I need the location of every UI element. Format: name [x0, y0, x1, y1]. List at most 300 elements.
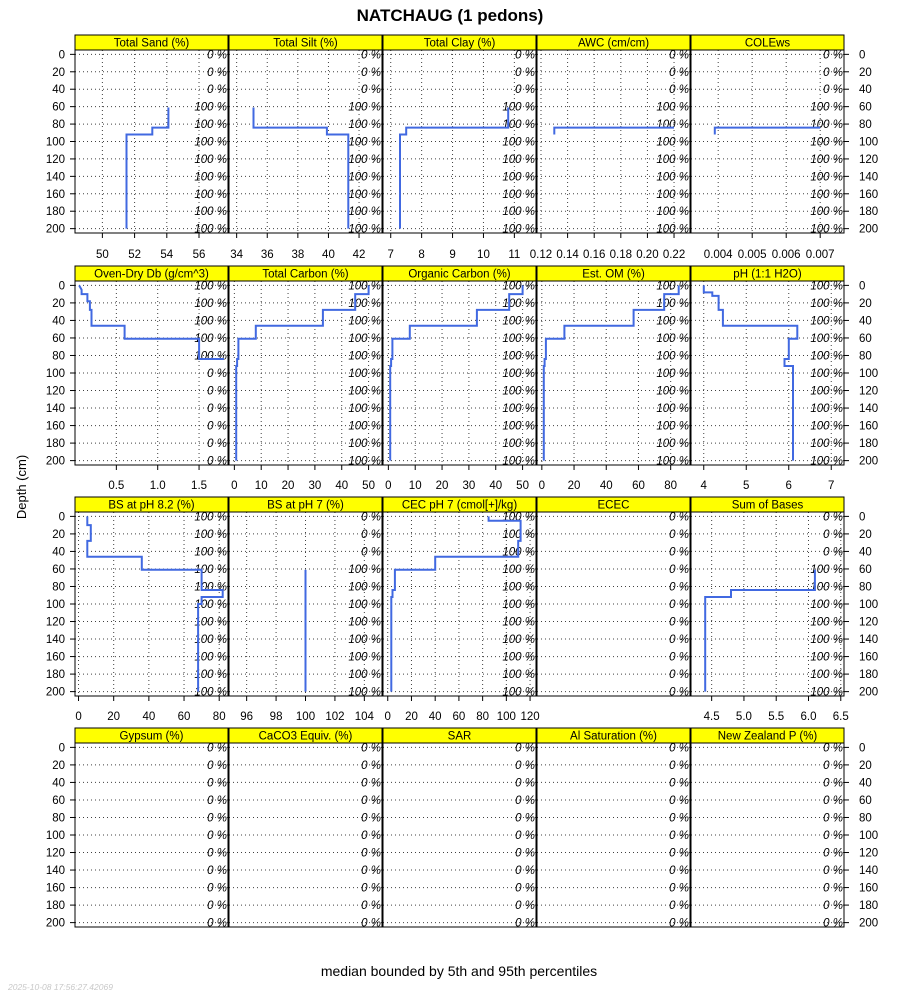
panel-5-pct-80: 100 % [810, 119, 843, 132]
panel-2-pct-160: 100 % [348, 188, 381, 201]
panel-18-pct-0: 0 % [515, 742, 535, 755]
ytick-left-60: 60 [52, 332, 65, 345]
panel-19-pct-20: 0 % [669, 759, 689, 772]
panel-10-xtick-3: 7 [828, 480, 835, 492]
panel-13-pct-180: 100 % [502, 669, 535, 682]
panel-14-pct-100: 0 % [669, 599, 689, 611]
panel-15-pct-140: 100 % [810, 634, 843, 647]
ytick-left-100: 100 [45, 830, 65, 842]
panel-12-xtick-0: 96 [240, 711, 254, 723]
panel-16-pct-120: 0 % [207, 847, 227, 860]
ytick-left-120: 120 [45, 385, 65, 398]
panel-16-pct-200: 0 % [207, 917, 227, 930]
ytick-right-0: 0 [859, 280, 866, 293]
panel-4-pct-20: 0 % [669, 66, 689, 79]
panel-2-xtick-2: 38 [291, 249, 305, 261]
panel-7-pct-160: 100 % [348, 420, 381, 433]
panel-16-pct-40: 0 % [207, 777, 227, 790]
panel-18-pct-120: 0 % [515, 847, 535, 860]
ytick-right-40: 40 [859, 84, 872, 97]
panel-1-pct-20: 0 % [207, 66, 227, 79]
panel-2-xtick-0: 34 [230, 249, 244, 261]
panel-13-xtick-3: 60 [452, 711, 466, 723]
ytick-right-20: 20 [859, 759, 872, 772]
panel-8-pct-0: 100 % [502, 280, 535, 293]
panel-5-xtick-1: 0.005 [737, 249, 767, 261]
ytick-left-60: 60 [52, 794, 65, 807]
panel-12-xtick-3: 102 [325, 711, 345, 723]
panel-15-xtick-1: 5.0 [735, 711, 752, 723]
panel-18-pct-40: 0 % [515, 777, 535, 790]
panel-13-pct-120: 100 % [502, 616, 535, 629]
panel-6-pct-160: 0 % [207, 420, 227, 433]
panel-11-pct-40: 100 % [194, 546, 227, 559]
panel-5 [691, 35, 878, 261]
panel-14 [537, 497, 690, 699]
panel-16-title: Gypsum (%) [119, 730, 184, 743]
panel-2-xtick-4: 42 [352, 249, 366, 261]
panel-11-xtick-3: 60 [177, 711, 191, 723]
panel-4-pct-80: 100 % [656, 119, 689, 132]
ytick-left-160: 160 [45, 420, 65, 433]
ytick-left-60: 60 [52, 563, 65, 576]
panel-6-pct-0: 100 % [194, 280, 227, 293]
panel-15-pct-200: 100 % [810, 686, 843, 699]
panel-16-pct-180: 0 % [207, 900, 227, 913]
panel-5-pct-100: 100 % [810, 136, 843, 149]
panel-7-title: Total Carbon (%) [262, 268, 349, 281]
ytick-right-60: 60 [859, 101, 872, 114]
ytick-left-180: 180 [45, 206, 65, 219]
panel-3 [383, 35, 536, 261]
panel-2-pct-120: 100 % [348, 153, 381, 166]
panel-17-pct-80: 0 % [361, 812, 381, 825]
panel-1-xtick-2: 54 [160, 249, 174, 261]
panel-4-pct-120: 100 % [656, 153, 689, 166]
panel-3-pct-80: 100 % [502, 119, 535, 132]
panel-8-pct-60: 100 % [502, 332, 535, 345]
panel-15-xtick-3: 6.0 [800, 711, 817, 723]
panel-1-median-line [127, 108, 169, 229]
panel-9-pct-40: 100 % [656, 315, 689, 328]
ytick-left-140: 140 [45, 403, 65, 416]
timestamp: 2025-10-08 17:56:27.42069 [8, 982, 113, 992]
ytick-left-20: 20 [52, 528, 65, 541]
panel-1-pct-40: 0 % [207, 84, 227, 97]
ytick-left-40: 40 [52, 546, 65, 559]
panel-15-pct-60: 100 % [810, 563, 843, 576]
panel-18-pct-160: 0 % [515, 882, 535, 895]
panel-5-median-line [715, 128, 820, 135]
panel-10-pct-20: 100 % [810, 297, 843, 310]
panel-17 [229, 728, 382, 930]
panel-14-pct-140: 0 % [669, 634, 689, 647]
panel-10-xtick-0: 4 [700, 480, 707, 492]
panel-1-pct-140: 100 % [194, 171, 227, 184]
panel-16-pct-60: 0 % [207, 794, 227, 807]
panel-13-pct-80: 100 % [502, 581, 535, 594]
panel-18-pct-60: 0 % [515, 794, 535, 807]
panel-12-pct-40: 0 % [361, 546, 381, 559]
panel-13-pct-160: 100 % [502, 651, 535, 664]
panel-5-pct-0: 0 % [823, 49, 843, 62]
panel-8-pct-100: 100 % [502, 368, 535, 380]
panel-18-title: SAR [447, 730, 472, 743]
panel-9-pct-160: 100 % [656, 420, 689, 433]
panel-5-pct-20: 0 % [823, 66, 843, 79]
panel-6 [46, 266, 228, 492]
panel-10-pct-180: 100 % [810, 438, 843, 451]
panel-19-pct-160: 0 % [669, 882, 689, 895]
panel-1-pct-180: 100 % [194, 206, 227, 219]
panel-4-pct-100: 100 % [656, 136, 689, 149]
panel-16-pct-20: 0 % [207, 759, 227, 772]
panel-9-pct-80: 100 % [656, 350, 689, 363]
panel-7 [229, 266, 382, 492]
ytick-right-200: 200 [859, 455, 879, 468]
panel-1-pct-200: 100 % [194, 223, 227, 236]
panel-8-pct-160: 100 % [502, 420, 535, 433]
ytick-left-60: 60 [52, 101, 65, 114]
panel-15-pct-120: 100 % [810, 616, 843, 629]
panel-2-pct-200: 100 % [348, 223, 381, 236]
panel-4-xtick-0: 0.12 [529, 249, 553, 261]
panel-5-pct-40: 0 % [823, 84, 843, 97]
ytick-left-160: 160 [45, 188, 65, 201]
y-axis-label: Depth (cm) [14, 454, 29, 520]
panel-4-xtick-4: 0.20 [636, 249, 659, 261]
panel-8-pct-40: 100 % [502, 315, 535, 328]
panel-18-pct-20: 0 % [515, 759, 535, 772]
panel-14-pct-160: 0 % [669, 651, 689, 664]
panel-1-pct-160: 100 % [194, 188, 227, 201]
panel-9-xtick-4: 80 [664, 480, 678, 492]
panel-14-pct-80: 0 % [669, 581, 689, 594]
panel-16-pct-100: 0 % [207, 830, 227, 842]
panel-13-pct-0: 100 % [502, 511, 535, 524]
ytick-right-160: 160 [859, 882, 879, 895]
panel-4-pct-140: 100 % [656, 171, 689, 184]
panel-9-pct-100: 100 % [656, 368, 689, 380]
panel-18 [383, 728, 536, 930]
panel-12-pct-60: 100 % [348, 563, 381, 576]
panel-18-pct-80: 0 % [515, 812, 535, 825]
panel-3-pct-180: 100 % [502, 206, 535, 219]
panel-3-pct-40: 0 % [515, 84, 535, 97]
ytick-right-200: 200 [859, 917, 879, 930]
panel-12-pct-20: 0 % [361, 528, 381, 541]
panel-16-pct-140: 0 % [207, 865, 227, 878]
panel-2-pct-40: 0 % [361, 84, 381, 97]
ytick-right-100: 100 [859, 136, 879, 149]
panel-3-pct-60: 100 % [502, 101, 535, 114]
panel-19-pct-200: 0 % [669, 917, 689, 930]
panel-2-pct-80: 100 % [348, 119, 381, 132]
panel-20-pct-60: 0 % [823, 794, 843, 807]
panel-15-xtick-4: 6.5 [832, 711, 849, 723]
panel-2-pct-140: 100 % [348, 171, 381, 184]
panel-11-pct-200: 100 % [194, 686, 227, 699]
ytick-left-0: 0 [58, 280, 65, 293]
panel-7-xtick-1: 10 [254, 480, 268, 492]
ytick-left-180: 180 [45, 669, 65, 682]
panel-5-xtick-0: 0.004 [703, 249, 733, 261]
panel-20-pct-160: 0 % [823, 882, 843, 895]
panel-2-pct-100: 100 % [348, 136, 381, 149]
panel-12 [229, 497, 382, 723]
panel-8-xtick-1: 10 [408, 480, 422, 492]
panel-12-pct-120: 100 % [348, 616, 381, 629]
ytick-left-200: 200 [45, 455, 65, 468]
panel-5-xtick-2: 0.006 [771, 249, 801, 261]
panel-15 [691, 497, 878, 723]
panel-8-pct-200: 100 % [502, 455, 535, 468]
panel-10-title: pH (1:1 H2O) [733, 268, 802, 281]
panel-13 [383, 497, 540, 723]
panel-17-pct-180: 0 % [361, 900, 381, 913]
panel-2-pct-20: 0 % [361, 66, 381, 79]
panel-10-pct-100: 100 % [810, 368, 843, 380]
ytick-right-40: 40 [859, 315, 872, 328]
panel-1 [46, 35, 228, 261]
panel-12-xtick-2: 100 [295, 711, 316, 723]
panel-11-xtick-1: 20 [107, 711, 121, 723]
panel-6-pct-200: 0 % [207, 455, 227, 468]
panel-9-pct-180: 100 % [656, 438, 689, 451]
ytick-right-160: 160 [859, 188, 879, 201]
panel-7-xtick-5: 50 [362, 480, 375, 492]
panel-15-xtick-0: 4.5 [703, 711, 720, 723]
ytick-right-200: 200 [859, 686, 879, 699]
panel-8-xtick-2: 20 [435, 480, 449, 492]
panel-10-pct-80: 100 % [810, 350, 843, 363]
panel-16 [46, 728, 228, 930]
panel-12-xtick-1: 98 [269, 711, 283, 723]
ytick-right-200: 200 [859, 223, 879, 236]
ytick-right-20: 20 [859, 528, 872, 541]
panel-19-pct-120: 0 % [669, 847, 689, 860]
panel-11-pct-180: 100 % [194, 669, 227, 682]
panel-12-pct-140: 100 % [348, 634, 381, 647]
panel-10-pct-160: 100 % [810, 420, 843, 433]
panel-11-pct-100: 100 % [194, 599, 227, 611]
ytick-left-80: 80 [52, 119, 65, 132]
panel-14-pct-20: 0 % [669, 528, 689, 541]
panel-9-pct-20: 100 % [656, 297, 689, 310]
panel-10-xtick-1: 5 [743, 480, 750, 492]
panel-11-pct-140: 100 % [194, 634, 227, 647]
ytick-right-120: 120 [859, 616, 879, 629]
panel-19-pct-180: 0 % [669, 900, 689, 913]
panel-8-xtick-0: 0 [385, 480, 392, 492]
panel-15-pct-180: 100 % [810, 669, 843, 682]
panel-6-pct-20: 100 % [194, 297, 227, 310]
panel-1-pct-0: 0 % [207, 49, 227, 62]
panel-8-pct-120: 100 % [502, 385, 535, 398]
panel-13-pct-140: 100 % [502, 634, 535, 647]
panel-5-pct-200: 100 % [810, 223, 843, 236]
panel-7-pct-80: 100 % [348, 350, 381, 363]
panel-7-xtick-0: 0 [231, 480, 238, 492]
panel-14-pct-0: 0 % [669, 511, 689, 524]
panel-9-xtick-3: 60 [632, 480, 645, 492]
panel-19-pct-100: 0 % [669, 830, 689, 842]
panel-12-pct-160: 100 % [348, 651, 381, 664]
panel-6-pct-80: 100 % [194, 350, 227, 363]
panel-13-title: CEC pH 7 (cmol[+]/kg) [401, 499, 518, 512]
panel-6-pct-100: 0 % [207, 368, 227, 380]
panel-6-xtick-1: 1.0 [149, 480, 166, 492]
panel-4-pct-180: 100 % [656, 206, 689, 219]
panel-9-pct-60: 100 % [656, 332, 689, 345]
ytick-left-80: 80 [52, 350, 65, 363]
ytick-left-200: 200 [45, 223, 65, 236]
panel-4-title: AWC (cm/cm) [577, 37, 650, 50]
ytick-left-140: 140 [45, 171, 65, 184]
panel-17-pct-120: 0 % [361, 847, 381, 860]
panel-15-pct-20: 0 % [823, 528, 843, 541]
panel-5-pct-180: 100 % [810, 206, 843, 219]
panel-8-title: Organic Carbon (%) [408, 268, 511, 281]
panel-13-xtick-4: 80 [476, 711, 490, 723]
panel-17-pct-200: 0 % [361, 917, 381, 930]
panel-12-pct-100: 100 % [348, 599, 381, 611]
panel-11 [46, 497, 228, 723]
panel-3-xtick-2: 9 [449, 249, 456, 261]
ytick-right-60: 60 [859, 563, 872, 576]
ytick-right-180: 180 [859, 206, 879, 219]
panel-15-pct-0: 0 % [823, 511, 843, 524]
panel-3-pct-200: 100 % [502, 223, 535, 236]
panel-13-xtick-1: 20 [405, 711, 418, 723]
panel-2-xtick-1: 36 [260, 249, 274, 261]
panel-8-pct-180: 100 % [502, 438, 535, 451]
panel-7-pct-60: 100 % [348, 332, 381, 345]
panel-12-pct-200: 100 % [348, 686, 381, 699]
panel-14-pct-40: 0 % [669, 546, 689, 559]
panel-3-pct-120: 100 % [502, 153, 535, 166]
ytick-right-120: 120 [859, 847, 879, 860]
panel-12-pct-80: 100 % [348, 581, 381, 594]
ytick-left-200: 200 [45, 917, 65, 930]
ytick-left-140: 140 [45, 634, 65, 647]
panel-8-xtick-5: 50 [516, 480, 529, 492]
panel-7-pct-180: 100 % [348, 438, 381, 451]
panel-8 [383, 266, 536, 492]
ytick-left-40: 40 [52, 315, 65, 328]
panel-11-title: BS at pH 8.2 (%) [108, 499, 195, 512]
ytick-left-200: 200 [45, 686, 65, 699]
panel-10-pct-140: 100 % [810, 403, 843, 416]
ytick-right-100: 100 [859, 599, 879, 611]
ytick-left-180: 180 [45, 900, 65, 913]
panel-19-pct-0: 0 % [669, 742, 689, 755]
panel-2-pct-60: 100 % [348, 101, 381, 114]
panel-9-xtick-1: 20 [567, 480, 581, 492]
panel-1-pct-120: 100 % [194, 153, 227, 166]
ytick-left-100: 100 [45, 136, 65, 149]
ytick-right-40: 40 [859, 546, 872, 559]
panel-17-title: CaCO3 Equiv. (%) [258, 730, 353, 743]
panel-5-xtick-3: 0.007 [805, 249, 835, 261]
panel-6-title: Oven-Dry Db (g/cm^3) [94, 268, 209, 281]
panel-7-pct-140: 100 % [348, 403, 381, 416]
panel-17-pct-20: 0 % [361, 759, 381, 772]
panel-3-xtick-0: 7 [387, 249, 394, 261]
panel-4-pct-160: 100 % [656, 188, 689, 201]
panel-12-title: BS at pH 7 (%) [267, 499, 344, 512]
panel-4-pct-60: 100 % [656, 101, 689, 114]
panel-13-pct-100: 100 % [502, 599, 535, 611]
ytick-right-180: 180 [859, 669, 879, 682]
panel-20-pct-120: 0 % [823, 847, 843, 860]
panel-11-pct-160: 100 % [194, 651, 227, 664]
panel-17-pct-60: 0 % [361, 794, 381, 807]
ytick-right-100: 100 [859, 830, 879, 842]
panel-15-pct-160: 100 % [810, 651, 843, 664]
panel-3-pct-140: 100 % [502, 171, 535, 184]
panel-16-pct-80: 0 % [207, 812, 227, 825]
panel-9-xtick-2: 40 [599, 480, 613, 492]
panel-20-pct-0: 0 % [823, 742, 843, 755]
panel-3-pct-100: 100 % [502, 136, 535, 149]
panel-15-xtick-2: 5.5 [768, 711, 785, 723]
panel-11-pct-80: 100 % [194, 581, 227, 594]
panel-2-xtick-3: 40 [322, 249, 335, 261]
panel-17-pct-160: 0 % [361, 882, 381, 895]
panel-2-pct-0: 0 % [361, 49, 381, 62]
panel-9-pct-120: 100 % [656, 385, 689, 398]
ytick-right-0: 0 [859, 511, 866, 524]
panel-9-pct-140: 100 % [656, 403, 689, 416]
panel-10-xtick-2: 6 [785, 480, 792, 492]
panel-5-pct-140: 100 % [810, 171, 843, 184]
ytick-right-80: 80 [859, 581, 872, 594]
panel-19-pct-80: 0 % [669, 812, 689, 825]
ytick-right-120: 120 [859, 385, 879, 398]
panel-13-xtick-6: 120 [520, 711, 540, 723]
panel-1-title: Total Sand (%) [113, 37, 190, 50]
panel-3-xtick-1: 8 [418, 249, 425, 261]
panel-4-xtick-5: 0.22 [662, 249, 686, 261]
ytick-left-120: 120 [45, 616, 65, 629]
ytick-right-20: 20 [859, 66, 872, 79]
ytick-right-80: 80 [859, 350, 872, 363]
panel-6-xtick-0: 0.5 [108, 480, 125, 492]
panel-2 [229, 35, 382, 261]
ytick-left-20: 20 [52, 66, 65, 79]
panel-5-title: COLEws [744, 37, 791, 50]
ytick-right-0: 0 [859, 742, 866, 755]
panel-18-pct-200: 0 % [515, 917, 535, 930]
panel-7-xtick-4: 40 [335, 480, 349, 492]
panel-4-pct-200: 100 % [656, 223, 689, 236]
panel-20 [691, 728, 878, 930]
panel-15-pct-80: 100 % [810, 581, 843, 594]
panel-8-pct-20: 100 % [502, 297, 535, 310]
panel-18-pct-180: 0 % [515, 900, 535, 913]
panel-8-xtick-3: 30 [462, 480, 476, 492]
panel-1-pct-60: 100 % [194, 101, 227, 114]
ytick-right-60: 60 [859, 794, 872, 807]
ytick-right-0: 0 [859, 49, 866, 62]
panel-6-pct-180: 0 % [207, 438, 227, 451]
panel-19 [537, 728, 690, 930]
panel-3-xtick-3: 10 [477, 249, 490, 261]
panel-20-pct-20: 0 % [823, 759, 843, 772]
ytick-left-160: 160 [45, 651, 65, 664]
ytick-left-160: 160 [45, 882, 65, 895]
